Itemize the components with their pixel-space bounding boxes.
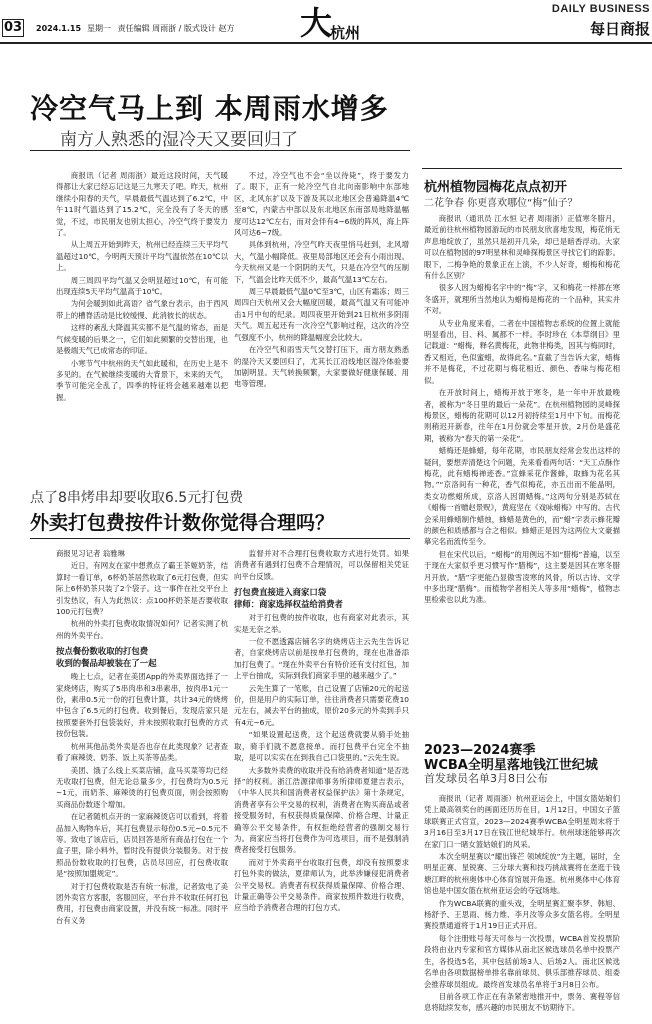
- paragraph: 在冷空气和雨雪天气交替打压下，南方朋友熟悉的湿冷天又要回归了，尤其长江沿线地区湿冷体验要加剧明显。天气转换频繁，大家要做好健康保暖、用电等管理。: [234, 345, 409, 389]
- paragraph: 云先生算了一笔账，自己设置了店铺20元的起送价，但是用户的实际订单，往往消费者只需要花费10元左右，减去平台的抽成，原价20多元的外卖到手只有4元~6元。: [234, 683, 409, 727]
- city-logo-big-char: 大: [300, 4, 333, 42]
- main-story-rule: [30, 150, 410, 151]
- takeout-column-2: [234, 548, 409, 1020]
- paragraph: 大多数外卖费的收取并没有给消费者知道“是否选择”的权利。浙江浩源律师事务所律师夏建吉表示，《中华人民共和国消费者权益保护法》第十条规定，消费者享有公平交易的权利，消费者在购买商品或者接受服务时，有权获得质量保障、价格合理、计量正确等公平交易条件，有权拒绝经营者的强制交易行为。商家应当将打包费作为可选项目，而不是强制消费者接受打包服务。: [234, 765, 409, 855]
- date-line: [36, 23, 234, 34]
- wcba-subhead: 首发球员名单3月8日公布: [424, 772, 548, 785]
- paragraph: 美团、饿了么线上买菜店铺，盒马买菜等均已经无收取打包费，但无论总量多少，打包费均为0.5元~1元，而奶茶、麻辣烫的打包费页面，则会按照购买商品份数逐个增加。: [56, 765, 228, 809]
- takeout-story-rule: [30, 538, 410, 539]
- plum-headline: 杭州植物园梅花点点初开: [424, 180, 568, 195]
- paragraph: 周三周四平均气温又会明显超过10℃，有可能出现连续5天平均气温高于10℃。: [56, 275, 228, 297]
- wcba-story-body: [424, 793, 620, 1019]
- paragraph: 每个注册账号每天可参与一次投票，WCBA首发投票阶段将由业内专家和官方媒体从南北区候选球员名单中投票产生，各投选5名，其中包括前场3人、后场2人。南北区候选名单由各项数据榜单排名靠前球员、俱乐部推荐球员、组委会推荐球员组成。最终首发球员名单将于3月8日公布。: [424, 933, 620, 989]
- paragraph: 为何会暖到如此高语？省气象台表示，由于西风带上的槽脊活动是比较缓慢、此消彼长的状态。: [56, 299, 228, 320]
- byline: 商报见习记者 翁雅琳: [56, 549, 125, 558]
- paragraph: 杭州其他品类外卖是否也存在此类现象？记者查看了麻辣烫、奶茶、饭上买茶等品类。: [56, 741, 228, 763]
- weekday: 星期一: [87, 24, 112, 33]
- paragraph: 晚上七点，记者在美团App的外卖界面选择了一家烧烤店，购买了5串肉串和3串素串，按肉串1元一份，素串0.5元一份的打包费计算，共计34元的烧烤中包含了6.5元的打包费。收到餐后，发现店家只是按照要套外打包袋装好，并未按照收取打包费的方式按份包装。: [56, 672, 228, 739]
- paragraph: 而对于外卖商平台收取打包费，却没有按照要求打包外卖的做法，夏律师认为，此举涉嫌侵犯消费者公平交易权。消费者有权获得质量保障、价格合理、计量正确等公平交易条件。商家按照件数进行收费，应当给予消费者合理的打包方式。: [234, 857, 409, 913]
- paragraph: 蜡梅还是蜂蜡，每年花期，市民朋友经常会发出这样的疑问，要想弄清楚这个问题，先来看看两句话：“天工点酥作梅花，此有蜡梅禅迹香。”宣蜂采花作酱蜂，取蜂为花名其物。”“京洛间有一种花，香气似梅花，亦五出而不能晶明，类女功燃蜡所成，京洛人因谓蜡梅。”这两句分别是苏轼在《蜡梅一首赠赵景贶》，黄庭坚在《戏咏蜡梅》中写的。古代会采用蜂蜡制作蜡烛，蜂蜡是黄色的，而“蜡”字表示蜂花瓣的颜色和质感都与合之相似。蜂蜡正是因为这两位大文豪描摹完名而流传至今。: [424, 446, 620, 547]
- masthead-rule: [0, 42, 652, 44]
- paragraph: 一位不愿透露店铺名字的烧烤店主云先生告诉记者，自家烧烤店以前是按单打包费的，现在也准备添加打包费了。“现在外卖平台有特价还有支付红包，加上平台抽成，实际到我们商家手里的越来越少了。”: [234, 637, 409, 681]
- paragraph: 商报讯（记者 周雨浙）杭州亚运会上，中国女篮姑娘们凭上最高领奖台的画面还历历在目，1月12日，中国女子篮球联赛正式官宣，2023—2024赛季WCBA全明星周末将于3月16日至3月17日在钱江世纪城举行。杭州球迷能够再次在家门口一睹女篮姑娘们的风采。: [424, 794, 620, 849]
- takeout-headline: 外卖打包费按件计数你觉得合理吗？: [30, 512, 335, 534]
- brand-chinese: 每日商报: [589, 20, 650, 38]
- paragraph: 具体到杭州，冷空气昨天夜里悄马赶到，北风增大，气温小幅降低。夜里局部地区还会有小雨出现。今天杭州又是一个阴阴的天气，只是在冷空气的压制下，气温会比昨天低不少，最高气温13℃左右。: [234, 240, 409, 284]
- main-story-column-2: [234, 170, 409, 470]
- paragraph: 商报讯（通讯员 江水恒 记者 周雨浙）正值寒冬腊月，最近前往杭州植物园游玩的市民朋友欣喜地发现，梅花悄无声息地绽放了，虽然只是初开几朵，却已是暗香浮动。大家可以在植物园的97明星林和灵峰探梅景区寻找它们的踪影。眼下，二梅争艳的景象正在上演，不少人好奇，蜡梅和梅花有什么区别？: [424, 214, 620, 281]
- paragraph: 在开放时间上，蜡梅开放于寒冬，是一年中开放最晚者，被称为“冬日里的最后一朵花”。在杭州植物园的灵峰探梅景区，蜡梅的花期可以12月初持续至1月中下旬。而梅花则稍迟开新春，往年在1月份就会零星开放，2月份是盛花期，被称为“春天的第一朵花”。: [424, 388, 620, 443]
- paragraph: “如果设置起送费，这个起送费就要从骑手处抽取，骑手们就不愿意接单。而打包费平台完全不抽取，是可以实实在在到我自己口袋里的。”云先生说。: [234, 730, 409, 763]
- main-headline: 冷空气马上到 本周雨水增多: [30, 92, 389, 125]
- paragraph: 这样的紊乱大降温其实都不是气温的常态，而是气候变暖的后果之一，它们如此频繁的交替出现，也是极端天气已成常态的印证。: [56, 323, 228, 356]
- plum-story-body: [424, 213, 620, 729]
- paragraph: 很多人因为蜡梅名字中的“梅”字，又和梅花一样都在寒冬盛开，就理所当然地认为蜡梅是梅花的一个品种，其实并不对。: [424, 283, 620, 316]
- sidebar-top-rule: [422, 168, 622, 169]
- paragraph: 但在宋代以后，“蜡梅”的用例远不如“腊梅”普遍，以至于现在大家似乎更习惯写作“腊梅”，这主要是因其在寒冬腊月开放。“腊”字更能凸显傲雪凌寒的风骨，所以古诗、文学中多出现“腊梅”。而植物学者相关人等多用“蜡梅”，植物志里检索也以此为准。: [424, 549, 620, 605]
- section-subheading: 按点餐份数收取的打包费 收到的餐品却被装在了一起: [56, 646, 157, 669]
- paragraph: 从专业角度来看，二者在中国植物志系统的位置上就能明显看出，目、科、属都不一样。李时珍在《本草纲目》里记载道：“蜡梅，释名黄梅花，此物非梅类，因其与梅同时，香又相近，色似蜜蜡，故得此名。”直截了当告诉大家，蜡梅并不是梅花，不过花期与梅花相近、颜色、香味与梅花相似。: [424, 318, 620, 385]
- paragraph: 对于打包费的按件收取，也有商家对此表示，其实是无奈之举。: [234, 613, 409, 634]
- paragraph: 从上周五开始到昨天，杭州已经连续三天平均气温超过10℃，今明两天预计平均气温依然在10℃以上。: [56, 240, 228, 273]
- section-subheading: 打包费直接进入商家口袋 律师：商家选择权益给消费者: [234, 587, 343, 610]
- wcba-headline: WCBA全明星落地钱江世纪城: [424, 758, 598, 773]
- newspaper-brand: [552, 3, 650, 39]
- main-subhead: 南方人熟悉的湿冷天又要回归了: [60, 130, 298, 150]
- paragraph: 不过，冷空气也不会“坐以待毙”，终于要发力了。眼下，正有一轮冷空气自北向南影响中东部地区，北风东扩以及下游及其以北地区会普遍降温4℃至8℃，内蒙古中部以及东北地区东南部局地降温幅度可达12℃左右，而对会伴有4~6级的阵风，海上阵风可达6~7级。: [234, 171, 409, 238]
- takeout-column-1: [56, 548, 228, 1020]
- takeout-kicker: 点了8串烤串却要收取6.5元打包费: [30, 490, 244, 506]
- main-story-column-1: [56, 170, 228, 470]
- page-number: 03: [3, 20, 23, 35]
- editor-credit: 责任编辑 周雨浙 / 版式设计 赵方: [117, 24, 235, 33]
- paragraph: 杭州的外卖打包费收取情况如何？记者实测了杭州的外卖平台。: [56, 619, 228, 640]
- paragraph: 小寒节气中杭州的天气如此暖和，在历史上是不多见的。在气候继续变暖的大背景下，未来的天气，季节可能完全乱了，四季的特征将会越来越难以把握。: [56, 358, 228, 402]
- paragraph: 商报讯（记者 周雨浙）最近这段时间，天气暖得都让大家已经忘记这是三九寒天了吧。昨天，杭州继续小阳春的天气，早晨最低气温达到了6.2℃，中午11时气温达到了15.2℃，完全没有了冬天的感觉，不过，市民朋友也别太担心，冷空气终于要发力了。: [56, 171, 228, 238]
- paragraph: 监督并对不合理打包费收取方式进行处罚。如果消费者有遇到打包费不合理情况，可以保留相关凭证向平台反馈。: [234, 549, 409, 581]
- city-logo-name: 杭州: [330, 24, 361, 42]
- city-section-logo: [300, 4, 361, 42]
- masthead: [0, 0, 652, 44]
- issue-date: 2024.1.15: [36, 24, 82, 33]
- paragraph: 本次全明星赛以“耀出锋芒 领域绽放”为主题，届时，全明星正赛、星锐赛、三分球大赛和技巧挑战赛将在垄逛于钱塘江畔的杭州奥体中心体育馆展开角逐。杭州奥体中心体育馆也是中国女篮在杭州亚运会的夺冠场地。: [424, 852, 620, 896]
- plum-subhead: 二花争春 你更喜欢哪位“梅”仙子？: [424, 198, 578, 209]
- wcba-season-line: 2023—2024赛季: [424, 743, 536, 758]
- brand-english: DAILY BUSINESS: [551, 3, 650, 15]
- paragraph: 作为WCBA联赛的重头戏，全明星赛汇聚李梦、韩旭、杨舒予、王思雨、杨力维、李月汝等众多女篮名将。全明星赛投票通道将于1月19日正式开启。: [424, 898, 620, 931]
- paragraph: 对于打包费收取是否有统一标准，记者致电了美团外卖官方客服，客服回应，平台并不收取任何打包费用，打包费由商家设置，并没有统一标准。同时平台有义务: [56, 881, 228, 925]
- paragraph: 在记者随机点开的一家麻辣烫店可以看到，将着品加入购物车后，其打包费显示每份0.5元~0.5元不等。致电了该店后，店员回答是所有商品打包在一个盒子里，除小料外，暂时没有提供分装服务。对于按照品份数收取的打包费，店员尽回应，打包费收取是“按照加盟规定”。: [56, 812, 228, 879]
- paragraph: 近日，有网友在家中想煮点了霸王茶姬奶茶，结算时一看订单，6杯奶茶居然收取了6元打包费，但实际上6杯奶茶只装了2个袋子。这一事件在社交平台上引发热议，有人为此热议：点100杯奶茶是否要收取100元打包费？: [56, 561, 228, 617]
- paragraph: 周三早晨最低气温0℃至3℃，山区有霜冻；周三周四白天杭州又会大幅度回暖，最高气温又有可能冲击1月中旬的纪录。周四夜里开始到21日杭州多阴雨天气。周五起还有一次冷空气影响过程，这次的冷空气强度不小，杭州的降温幅度会比较大。: [234, 287, 409, 342]
- paragraph: 目前各项工作正在有条紧密地推开中，票务、赛程等信息将陆续发布，感兴趣的市民朋友不妨期待下。: [424, 991, 620, 1013]
